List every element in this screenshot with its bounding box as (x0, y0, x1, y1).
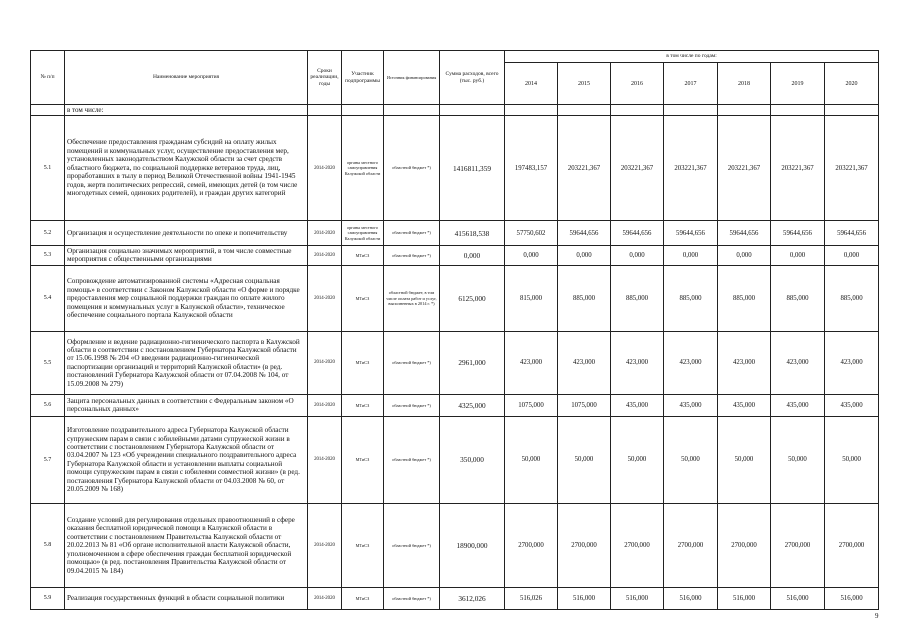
table-row (31, 331, 879, 394)
row-participant: органы местного самоуправления Калужской области (342, 221, 384, 246)
including-num-cell (31, 105, 65, 116)
row-year-value: 50,000 (771, 416, 825, 503)
row-year-value: 516,000 (718, 587, 771, 609)
row-year-value: 423,000 (558, 331, 611, 394)
row-source: областной бюджет *) (384, 116, 440, 221)
header-year: 2019 (771, 63, 825, 105)
row-year-value: 59644,656 (771, 221, 825, 246)
row-total: 4325,000 (440, 394, 505, 416)
row-year-value: 516,000 (825, 587, 879, 609)
row-year-value: 2700,000 (664, 503, 718, 587)
row-year-value: 59644,656 (825, 221, 879, 246)
row-participant: МТиСЗ (342, 503, 384, 587)
row-year-value: 59644,656 (558, 221, 611, 246)
row-year-value: 885,000 (825, 265, 879, 331)
table-row (31, 246, 879, 266)
row-year-value: 1075,000 (558, 394, 611, 416)
table-row (31, 116, 879, 221)
row-total: 350,000 (440, 416, 505, 503)
header-year: 2015 (558, 63, 611, 105)
row-period: 2014-2020 (308, 221, 342, 246)
row-year-value: 203221,367 (771, 116, 825, 221)
row-num: 5.3 (31, 246, 65, 266)
table-row (31, 265, 879, 331)
row-year-value: 50,000 (825, 416, 879, 503)
row-period: 2014-2020 (308, 503, 342, 587)
row-year-value: 423,000 (505, 331, 558, 394)
row-year-value: 203221,367 (718, 116, 771, 221)
row-name: Организация и осуществление деятельности по опеке и попечительству (65, 221, 308, 246)
row-participant: МТиСЗ (342, 416, 384, 503)
table-row (31, 394, 879, 416)
header-year: 2020 (825, 63, 879, 105)
row-year-value: 50,000 (611, 416, 664, 503)
row-year-value: 0,000 (825, 246, 879, 266)
row-year-value: 435,000 (664, 394, 718, 416)
row-year-value: 59644,656 (664, 221, 718, 246)
row-year-value: 516,000 (558, 587, 611, 609)
row-num: 5.5 (31, 331, 65, 394)
header-period: Сроки реализации, годы (308, 51, 342, 105)
row-source: областной бюджет *) (384, 503, 440, 587)
row-name: Сопровождение автоматизированной системы «Адресная социальная помощь» в соответствии с Законом Калужской области «О форме и порядке предоставления мер социальной поддержки граждан по оплате жилого помещения и коммунальных услуг в Калужской области», техническое обеспечение социального портала Калужской области (65, 265, 308, 331)
row-participant: МТиСЗ (342, 394, 384, 416)
expenses-table (30, 50, 879, 610)
row-year-value: 435,000 (771, 394, 825, 416)
row-period: 2014-2020 (308, 265, 342, 331)
row-year-value: 423,000 (664, 331, 718, 394)
row-year-value: 0,000 (505, 246, 558, 266)
row-num: 5.7 (31, 416, 65, 503)
header-source: Источник финансирования (384, 51, 440, 105)
row-year-value: 815,000 (505, 265, 558, 331)
header-num: № п/п (31, 51, 65, 105)
row-source: областной бюджет *) (384, 331, 440, 394)
row-year-value: 50,000 (505, 416, 558, 503)
row-year-value: 50,000 (664, 416, 718, 503)
row-year-value: 203221,367 (664, 116, 718, 221)
row-year-value: 885,000 (558, 265, 611, 331)
row-year-value: 516,026 (505, 587, 558, 609)
row-year-value: 203221,367 (558, 116, 611, 221)
row-total: 0,000 (440, 246, 505, 266)
row-year-value: 59644,656 (611, 221, 664, 246)
row-year-value: 203221,367 (611, 116, 664, 221)
row-year-value: 516,000 (771, 587, 825, 609)
header-name: Наименование мероприятия (65, 51, 308, 105)
row-year-value: 516,000 (611, 587, 664, 609)
row-year-value: 423,000 (718, 331, 771, 394)
row-total: 2961,000 (440, 331, 505, 394)
row-year-value: 435,000 (611, 394, 664, 416)
row-total: 3612,026 (440, 587, 505, 609)
row-year-value: 885,000 (771, 265, 825, 331)
header-year: 2016 (611, 63, 664, 105)
row-year-value: 203221,367 (825, 116, 879, 221)
row-num: 5.2 (31, 221, 65, 246)
row-year-value: 516,000 (664, 587, 718, 609)
row-name: Защита персональных данных в соответствии с Федеральным законом «О персональных данных» (65, 394, 308, 416)
row-source: областной бюджет *) (384, 246, 440, 266)
table-row (31, 416, 879, 503)
row-year-value: 2700,000 (718, 503, 771, 587)
row-period: 2014-2020 (308, 416, 342, 503)
row-num: 5.9 (31, 587, 65, 609)
including-label: в том числе: (65, 105, 308, 116)
row-period: 2014-2020 (308, 394, 342, 416)
row-year-value: 59644,656 (718, 221, 771, 246)
row-source: областной бюджет, в том числе оплата работ и услуг, выполненных в 2014 г. *) (384, 265, 440, 331)
row-period: 2014-2020 (308, 331, 342, 394)
row-total: 18900,000 (440, 503, 505, 587)
row-year-value: 885,000 (664, 265, 718, 331)
header-year: 2014 (505, 63, 558, 105)
row-name: Создание условий для регулирования отдельных правоотношений в сфере оказания бесплатной юридической помощи в Калужской области в соответствии с постановлением Правительства Калужской области от 20.02.2013 № 81 «Об органе исполнительной власти Калужской области, уполномоченном в сфере обеспечения граждан бесплатной юридической помощью» (в ред. постановления Правительства Калужской области от 09.04.2015 № 184) (65, 503, 308, 587)
row-year-value: 0,000 (771, 246, 825, 266)
row-year-value: 2700,000 (611, 503, 664, 587)
row-source: областной бюджет *) (384, 394, 440, 416)
row-name: Организация социально значимых мероприятий, в том числе совместные мероприятия с общественными организациями (65, 246, 308, 266)
row-year-value: 423,000 (825, 331, 879, 394)
row-source: областной бюджет *) (384, 416, 440, 503)
row-num: 5.8 (31, 503, 65, 587)
row-year-value: 197483,157 (505, 116, 558, 221)
row-num: 5.6 (31, 394, 65, 416)
row-total: 6125,000 (440, 265, 505, 331)
row-year-value: 2700,000 (558, 503, 611, 587)
row-year-value: 0,000 (611, 246, 664, 266)
header-total: Сумма расходов, всего (тыс. руб.) (440, 51, 505, 105)
row-period: 2014-2020 (308, 116, 342, 221)
table-row (31, 503, 879, 587)
row-participant: органы местного самоуправления Калужской области (342, 116, 384, 221)
row-year-value: 2700,000 (825, 503, 879, 587)
row-name: Реализация государственных функций в области социальной политики (65, 587, 308, 609)
row-year-value: 50,000 (558, 416, 611, 503)
row-name: Изготовление поздравительного адреса Губернатора Калужской области супружеским парам в связи с юбилейными датами супружеской жизни в соответствии с постановлением Губернатора Калужской области от 03.04.2007 № 123 «Об учреждении специального поздравительного адреса Губернатора Калужской области и установлении выплаты социальной помощи супружеским парам в связи с юбилеями совместной жизни» (в ред. постановления Губернатора Калужской области от 04.03.2008 № 60, от 20.05.2009 № 168) (65, 416, 308, 503)
table-row (31, 587, 879, 609)
header-year: 2017 (664, 63, 718, 105)
row-source: областной бюджет *) (384, 221, 440, 246)
row-year-value: 423,000 (771, 331, 825, 394)
row-period: 2014-2020 (308, 246, 342, 266)
row-year-value: 885,000 (718, 265, 771, 331)
row-total: 1416811,359 (440, 116, 505, 221)
row-period: 2014-2020 (308, 587, 342, 609)
row-participant: МТиСЗ (342, 587, 384, 609)
row-year-value: 0,000 (664, 246, 718, 266)
row-year-value: 423,000 (611, 331, 664, 394)
row-year-value: 885,000 (611, 265, 664, 331)
row-year-value: 2700,000 (505, 503, 558, 587)
table-row (31, 221, 879, 246)
row-num: 5.4 (31, 265, 65, 331)
row-year-value: 435,000 (825, 394, 879, 416)
header-participant: Участник подпрограммы (342, 51, 384, 105)
row-total: 415618,538 (440, 221, 505, 246)
row-participant: МТиСЗ (342, 265, 384, 331)
row-year-value: 50,000 (718, 416, 771, 503)
header-by-years: в том числе по годам: (505, 51, 879, 63)
row-year-value: 1075,000 (505, 394, 558, 416)
row-year-value: 435,000 (718, 394, 771, 416)
row-num: 5.1 (31, 116, 65, 221)
page-number: 9 (875, 612, 879, 620)
row-year-value: 57750,602 (505, 221, 558, 246)
row-name: Оформление и ведение радиационно-гигиенического паспорта в Калужской области в соответствии с постановлением Губернатора Калужской области от 15.06.1998 № 204 «О введении радиационно-гигиенической паспортизации организаций и территорий Калужской области» (в ред. постановлений Губернатора Калужской области от 07.04.2008 № 104, от 15.09.2008 № 279) (65, 331, 308, 394)
table-body (31, 105, 879, 610)
row-year-value: 0,000 (558, 246, 611, 266)
row-year-value: 0,000 (718, 246, 771, 266)
header-year: 2018 (718, 63, 771, 105)
row-participant: МТиСЗ (342, 331, 384, 394)
row-participant: МТиСЗ (342, 246, 384, 266)
row-name: Обеспечение предоставления гражданам субсидий на оплату жилых помещений и коммунальных услуг, осуществление предоставления мер, установленных законодательством Калужской области за счет средств областного бюджета, по социальной поддержке ветеранов труда, лиц, проработавших в тылу в период Великой Отечественной войны 1941-1945 годов, жертв политических репрессий, семей, имеющих детей (в том числе многодетных семей, одиноких родителей), и граждан других категорий (65, 116, 308, 221)
row-source: областной бюджет *) (384, 587, 440, 609)
row-year-value: 2700,000 (771, 503, 825, 587)
